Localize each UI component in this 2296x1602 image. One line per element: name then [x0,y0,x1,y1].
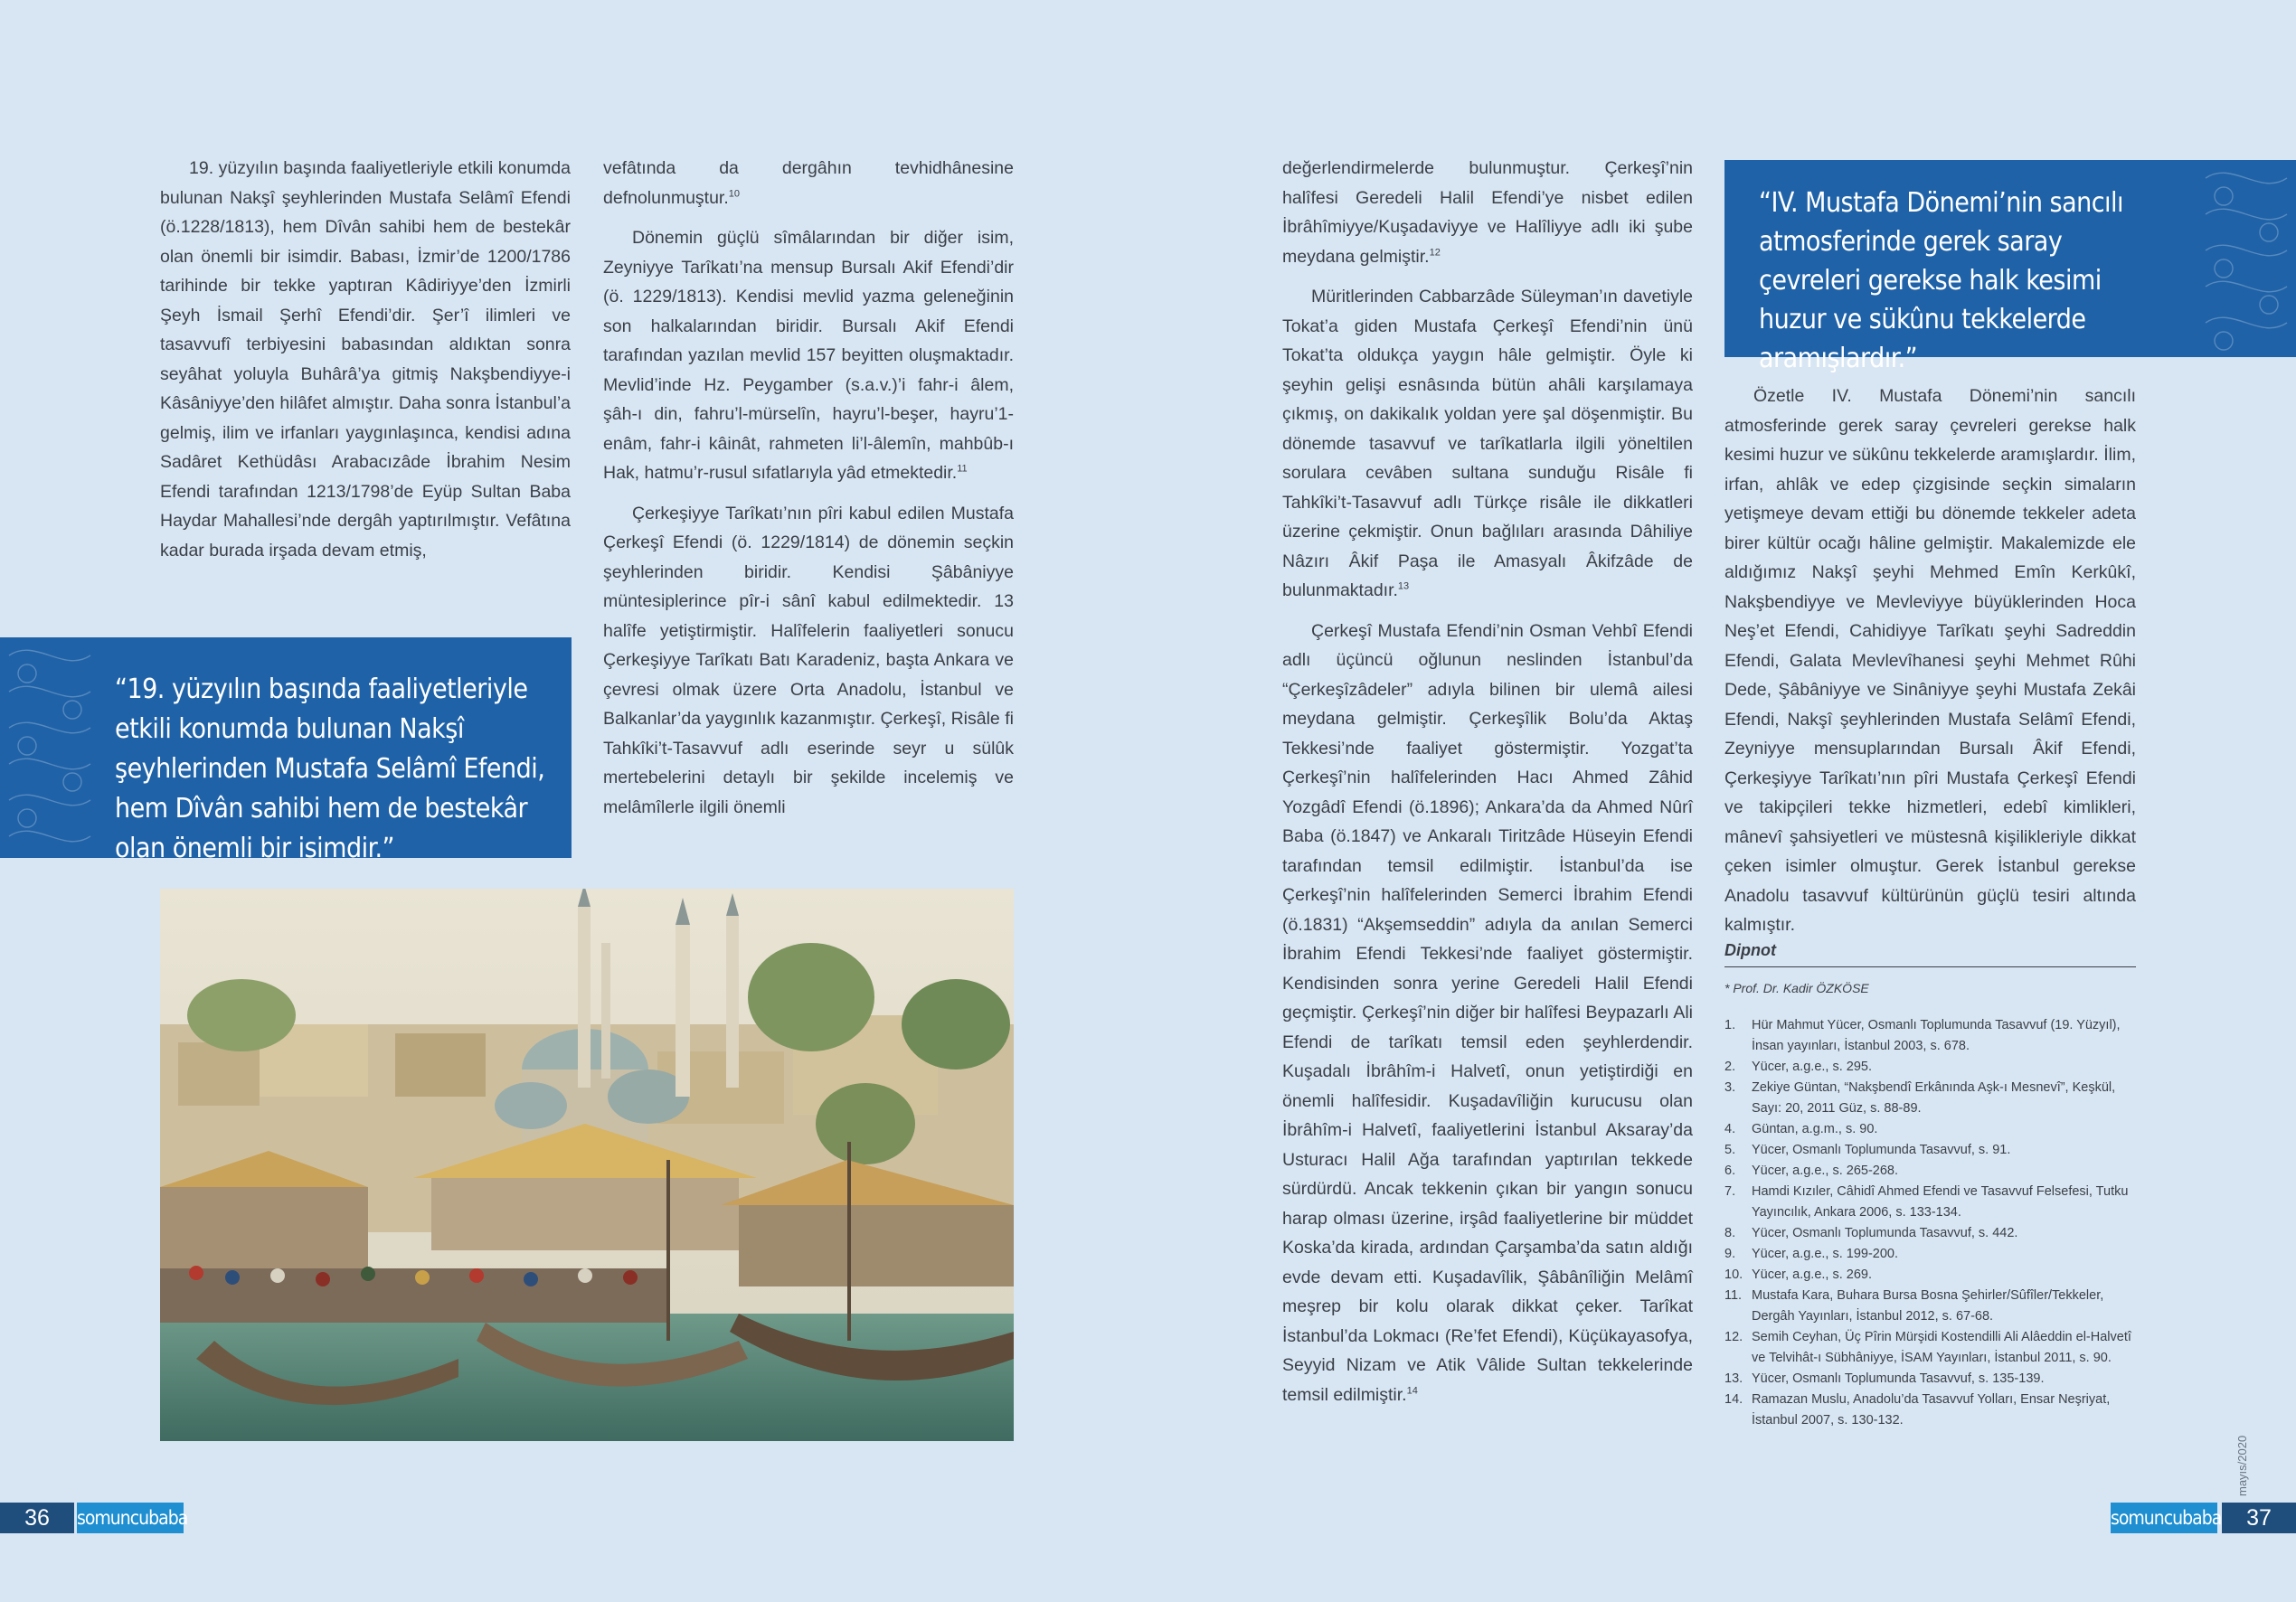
footnote-ref: 12 [1429,247,1441,258]
footnote-number: 4. [1724,1122,1736,1136]
page-footer-left [0,1503,188,1533]
footnote-item [1724,1140,2136,1161]
pull-quote-text: “19. yüzyılın başında faaliyetleriyle etkili konumda bulunan Nakşî şeyhlerinden Mustafa Selâmî Efendi, hem Dîvân sahibi hem de bestekâr olan önemli bir isimdir.” [115,674,545,864]
paragraph: Çerkeşiyye Tarîkatı’nın pîri kabul edilen Mustafa Çerkeşî Efendi (ö. 1229/1814) de dönemin seçkin şeyhlerinden biridir. Kendisi Şâbâniyye müntesiplerince pîr-i sânî kabul edilmektedir. 13 halîfe yetiştirmiştir. Halîfelerin faaliyetleri sonucu Çerkeşiyye Tarîkatı Batı Karadeniz, başta Ankara ve çevresi olmak üzere Orta Anadolu, İstanbul ve Balkanlar’da yaygınlık kazanmıştır. Çerkeşî, Risâle fi Tahkîki’t-Tasavvuf adlı eserinde seyr u sülûk mertebelerini detaylı bir şekilde incelemiş ve melâmîlerle ilgili önemli [603,503,1014,817]
footnote-text: Zekiye Güntan, “Nakşbendî Erkânında Aşk-ı Mesnevî”, Keşkül, Sayı: 20, 2011 Güz, s. 88-89. [1752,1080,2116,1116]
article-column-4 [1724,382,2136,951]
footnote-text: Hür Mahmut Yücer, Osmanlı Toplumunda Tasavvuf (19. Yüzyıl), İnsan yayınları, İstanbul 2003, s. 678. [1752,1018,2121,1053]
footnote-number: 6. [1724,1164,1736,1178]
issue-date: mayıs/2020 [2235,1435,2249,1496]
footnotes-title: Dipnot [1724,940,2136,967]
paragraph: Özetle IV. Mustafa Dönemi’nin sancılı atmosferinde gerek saray çevreleri gerekse halk kesimi huzur ve sükûnu tekkelerde aramışlardır. İlim, irfan, ahlâk ve edep çizgisinde seçkin simaların yetişmeye devam ettiği bu dönemde tekkeler adeta birer kültür ocağı hâline gelmiştir. Makalemizde ele aldığımız Nakşî şeyhi Mehmed Emîn Kerkûkî, Nakşbendiyye ve Mevleviyye büyüklerinden Hoca Neş’et Efendi, Cahidiyye Tarîkatı şeyhi Sadreddin Efendi, Galata Mevlevîhanesi şeyhi Mehmet Rûhi Dede, Şâbâniyye ve Sinâniyye şeyhi Mustafa Zekâi Efendi, Nakşî şeyhlerinden Mustafa Selâmî Efendi, Zeyniyye mensuplarından Bursalı Âkif Efendi, Çerkeşiyye Tarîkatı’nın pîri Mustafa Çerkeşî Efendi ve takipçileri tekke hizmetleri, edebî kimlikleri, mânevî şahsiyetleri ve müstesnâ kişilikleriyle dikkat çeken isimler olmuştur. Gerek İstanbul gerekse Anadolu tasavvuf kültürünün güçlü tesiri altında kalmıştır. [1724,386,2136,935]
page-number: 37 [2222,1503,2296,1533]
istanbul-painting-image [160,889,1014,1441]
footnote-text: Yücer, a.g.e., s. 295. [1752,1060,1872,1074]
footnote-number: 1. [1724,1018,1736,1032]
footnote-item [1724,1161,2136,1182]
footnote-text: Yücer, Osmanlı Toplumunda Tasavvuf, s. 442. [1752,1226,2018,1240]
footnote-item [1724,1057,2136,1078]
footnote-number: 8. [1724,1226,1736,1240]
footnote-item [1724,1390,2136,1431]
footnote-text: Yücer, Osmanlı Toplumunda Tasavvuf, s. 135-139. [1752,1371,2045,1386]
footnote-item [1724,1286,2136,1327]
paragraph: Dönemin güçlü sîmâlarından bir diğer isim, Zeyniyye Tarîkatı’na mensup Bursalı Akif Efendi’dir (ö. 1229/1813). Kendisi mevlid yazma geleneğinin son halkalarından biridir. Bursalı Akif Efendi tarafından yazılan mevlid 157 beyitten oluşmaktadır. Mevlid’inde Hz. Peygamber (s.a.v.)’i fahr-i âlem, şâh-ı din, fahru’l-mürselîn, hayru’l-beşer, hayru’1-enâm, fahr-i kâinât, rahmeten li’l-âlemîn, mahbûb-ı Hak, hatmu’r-rusul sıfatlarıyla yâd etmektedir.$^{11}$ [603,228,1014,483]
footnote-text: Semih Ceyhan, Üç Pîrin Mürşidi Kostendilli Ali Alâeddin el-Halvetî ve Telvihât-ı Sübhâniyye, İSAM Yayınları, İstanbul 2011, s. 90. [1752,1330,2131,1365]
footnote-text: Hamdi Kızıler, Câhidî Ahmed Efendi ve Tasavvuf Felsefesi, Tutku Yayıncılık, Ankara 2006, s. 133-134. [1752,1184,2129,1220]
footnotes-section [1724,940,2136,1431]
paragraph: Müritlerinden Cabbarzâde Süleyman’ın davetiyle Tokat’a giden Mustafa Çerkeşî Efendi’nin ünü Tokat’ta oldukça yaygın hâle gelmiştir. Öyle ki şeyhin gelişi esnâsında bütün ahâli karşılamaya çıkmış, on dakikalık yoldan yere şal döşenmiştir. Bu dönemde tasavvuf ve tarîkatlarla ilgili yöneltilen sorulara cevâben sultana sunduğu Risâle fi Tahkîki’t-Tasavvuf adlı Türkçe risâle ile dikkatleri üzerine çekmiştir. Onun bağlıları arasında Dâhiliye Nâzırı Âkif Paşa ile Amasyalı Âkifzâde de bulunmaktadır.$^{13}$ [1282,287,1693,600]
page-number: 36 [0,1503,74,1533]
pull-quote-left [0,637,572,864]
footnote-text: Güntan, a.g.m., s. 90. [1752,1122,1878,1136]
footnote-number: 7. [1724,1184,1736,1199]
article-column-1 [160,154,571,576]
paragraph: Çerkeşî Mustafa Efendi’nin Osman Vehbî Efendi adlı üçüncü oğlunun neslinden İstanbul’da “Çerkeşîzâdeler” adıyla bilinen bir ulemâ ailesi meydana gelmiştir. Çerkeşîlik Bolu’da Aktaş Tekkesi’nde faaliyet göstermiştir. Yozgat’ta Çerkeşî’nin halîfelerinden Hacı Ahmed Zâhid Yozgâdî Efendi (ö.1896); Ankara’da da Ahmed Nûrî Baba (ö.1847) ve Ankaralı Tiritzâde Hüseyin Efendi tarafından temsil edilmiştir. İstanbul’da ise Çerkeşî’nin halîfelerinden Semerci İbrahim Efendi (ö.1831) “Akşemseddin” adıyla da anılan Semerci İbrahim Efendi Tekkesi’nde faaliyet göstermiştir. Kendisinden sonra yerine Geredeli Halil Efendi geçmiştir. Çerkeşî’nin diğer bir halîfesi Beypazarlı Ali Efendi de tarîkatı temsil eden şeyhlerdendir. Kuşadalı İbrâhîm-i Halvetî, onun yetiştirdiği en önemli halîfesidir. Kuşadavîliğin kurucusu olan İbrâhîm-i Halvetî, faaliyetlerini İstanbul Aksaray’da Usturacı Halil Ağa tarafından yaptırılan tekkede sürdürdü. Ancak tekkenin çıkan bir yangın sonucu harap olması üzerine, irşâd faaliyetlerine bir müddet Koska’da kirada, ardından Çarşamba’da satın aldığı evde devam etti. Kuşadavîlik, Şâbânîliğin Melâmî meşrep bir kolu olarak dikkat çeker. Tarîkat İstanbul’da Lokmacı (Re’fet Efendi), Küçükayasofya, Seyyid Nizam ve Atik Vâlide Sultan tekkelerinde temsil edilmiştir.$^{14}$ [1282,620,1693,1405]
footnote-item [1724,1015,2136,1057]
footnote-ref: 14 [1406,1385,1418,1396]
footnote-number: 10. [1724,1267,1743,1282]
footnote-number: 5. [1724,1143,1736,1157]
footnotes-list [1724,1015,2136,1431]
footnote-number: 2. [1724,1060,1736,1074]
illustration [160,889,1014,1441]
ornament-pattern-icon [2197,160,2296,357]
brand-logo: somuncubaba [2111,1503,2217,1533]
footnote-item [1724,1078,2136,1119]
pull-quote-text: “IV. Mustafa Dönemi’nin sancılı atmosferinde gerek saray çevreleri gerekse halk kesimi huzur ve sükûnu tekkelerde aramışlardır.” [1759,187,2124,374]
footnote-text: Ramazan Muslu, Anadolu’da Tasavvuf Yolları, Ensar Neşriyat, İstanbul 2007, s. 130-132. [1752,1392,2111,1428]
article-column-3 [1282,154,1693,1420]
footnotes-author: * Prof. Dr. Kadir ÖZKÖSE [1724,981,1869,995]
article-column-2 [603,154,1014,833]
footnote-text: Mustafa Kara, Buhara Bursa Bosna Şehirler/Sûfîler/Tekkeler, Dergâh Yayınları, İstanbul 2012, s. 67-68. [1752,1288,2104,1324]
footnote-item [1724,1182,2136,1223]
pull-quote-right [1724,160,2296,374]
footnote-ref: 11 [957,463,968,475]
footnote-item [1724,1265,2136,1286]
footnote-number: 12. [1724,1330,1743,1344]
ornament-pattern-icon [0,637,99,858]
footnote-item [1724,1244,2136,1265]
footnote-item [1724,1223,2136,1244]
footnote-text: Yücer, a.g.e., s. 269. [1752,1267,1872,1282]
footnote-number: 13. [1724,1371,1743,1386]
paragraph: değerlendirmelerde bulunmuştur. Çerkeşî’nin halîfesi Geredeli Halil Efendi’ye nisbet edilen İbrâhîmiyye/Kuşadaviyye ve Halîliyye adlı iki şube meydana gelmiştir.$^{12}$ [1282,158,1693,267]
footnote-text: Yücer, a.g.e., s. 265-268. [1752,1164,1899,1178]
paragraph: vefâtında da dergâhın tevhidhânesine defnolunmuştur.$^{10}$ [603,158,1014,208]
footnote-number: 3. [1724,1080,1736,1095]
brand-logo: somuncubaba [77,1503,184,1533]
footnote-text: Yücer, a.g.e., s. 199-200. [1752,1247,1899,1261]
paragraph: 19. yüzyılın başında faaliyetleriyle etkili konumda bulunan Nakşî şeyhlerinden Mustafa Selâmî Efendi (ö.1228/1813), hem Dîvân sahibi hem de bestekâr olan önemli bir isimdir. Babası, İzmir’de 1200/1786 tarihinde bir tekke yaptıran Kâdiriyye’den İzmirli Şeyh İsmail Şerhî Efendi’dir. Şer’î ilimleri ve tasavvufî terbiyesini babasından aldıktan sonra seyâhat yoluyla Buhârâ’ya gitmiş Nakşbendiyye-i Kâsâniyye’den hilâfet almıştır. Daha sonra İstanbul’a gelmiş, ilim ve irfanları yaygınlaşınca, kendisi adına Sadâret Kethüdâsı Arabacızâde İbrahim Nesim Efendi tarafından 1213/1798’de Eyüp Sultan Baba Haydar Mahallesi’nde dergâh yaptırılmıştır. Vefâtına kadar burada irşada devam etmiş, [160,158,571,561]
footnote-number: 14. [1724,1392,1743,1407]
footnote-number: 9. [1724,1247,1736,1261]
footnote-ref: 13 [1397,580,1410,592]
footnote-text: Yücer, Osmanlı Toplumunda Tasavvuf, s. 91. [1752,1143,2011,1157]
footnote-item [1724,1119,2136,1140]
footnote-item [1724,1327,2136,1369]
footnote-ref: 10 [728,188,741,199]
footnote-number: 11. [1724,1288,1743,1303]
page-footer-right [2111,1503,2296,1533]
footnote-item [1724,1369,2136,1390]
